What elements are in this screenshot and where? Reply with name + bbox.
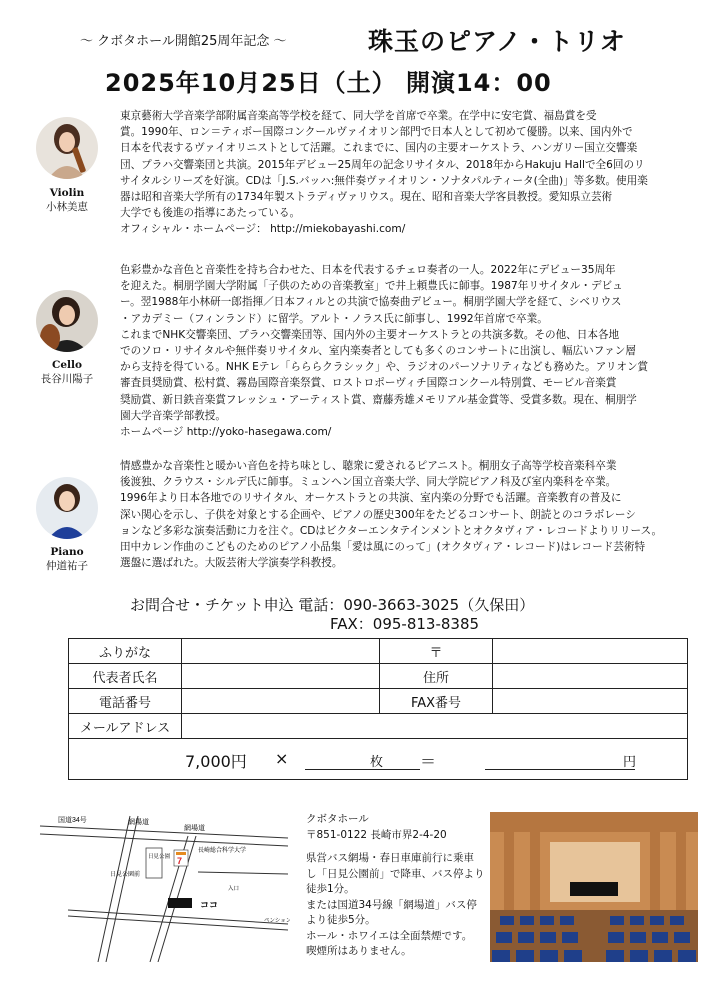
cellist-photo — [36, 290, 98, 352]
fax-label: FAX番号 — [380, 689, 493, 714]
bio-line: サイタルシリーズを好演。CDは「J.S.バッハ:無伴奏ヴァイオリン・ソナタパルティータ(全曲)」等多数。使用楽 — [120, 174, 648, 187]
map-university: 長崎総合科学大学 — [198, 848, 247, 854]
email-label: メールアドレス — [69, 714, 182, 739]
ticket-contact — [130, 596, 534, 634]
bio-line: から支持を得ている。NHK Eテレ「らららクラシック」や、ラジオのパーソナリティなども務めた。アリオン賞 — [120, 361, 649, 374]
furigana-field[interactable] — [182, 639, 380, 664]
contact-phone: お問合せ・チケット申込 電話：090-3663-3025（久保田） — [130, 596, 535, 614]
bio-line: 園大学音楽学部教授。 — [120, 409, 226, 422]
bio-line: ・アカデミー（フィンランド）に留学。アルト・ノラス氏に師事し、1992年首席で卒業。 — [120, 312, 548, 325]
access-map — [38, 812, 290, 962]
ticket-price: 7,000円 — [185, 752, 247, 771]
bio-line: でのソロ・リサイタルや無伴奏リサイタル、室内楽奏者としても多くのコンサートに出演し、幅広いファン層 — [120, 345, 636, 358]
cellist-label — [32, 358, 102, 386]
bio-line: 日本を代表するヴァイオリニストとして活躍。これまでに、国内の主要オーケストラ、ハンガリー国立交響楽 — [120, 142, 638, 155]
venue-access-line: より徒歩5分。 — [306, 914, 376, 926]
violinist-photo — [36, 117, 98, 179]
bio-line: 色彩豊かな音色と音楽性を持ち合わせた、日本を代表するチェロ奏者の一人。2022年にデビュー35周年 — [120, 264, 616, 276]
pianist-photo — [36, 477, 98, 539]
bio-line: 深い関心を示し、子供を対象とする企画や、ピアノの歴史300年をたどるコンサート、朗読とのコラボレーシ — [120, 508, 636, 521]
map-station: 入口 — [228, 886, 240, 892]
phone-label: 電話番号 — [69, 689, 182, 714]
venue-access-line: し「日見公園前」で降車、バス停より — [306, 867, 485, 880]
bio-line: 賞。1990年、ロン＝ティボー国際コンクールヴァイオリン部門で日本人として初めて優勝。以来、国内外で — [120, 126, 633, 139]
bio-line: 団、プラハ交響楽団と共演。2015年デビュー25周年の記念リサイタル、2018年からHakuju Hallで全6回のリ — [120, 158, 645, 171]
header-subtitle: ～ クボタホール開館25周年記念 ～ — [80, 34, 287, 49]
sheets-label: 枚 — [370, 755, 384, 770]
violinist-name: 小林美恵 — [46, 201, 88, 213]
map-park: 日見公園 — [148, 854, 171, 860]
email-field[interactable] — [182, 714, 688, 739]
seven-eleven-icon — [174, 850, 188, 866]
fax-field[interactable] — [493, 689, 688, 714]
map-road-34: 国道34号 — [58, 817, 87, 824]
map-pension: ペンション — [264, 918, 290, 924]
map-road-amiba-1: 網場道 — [128, 819, 149, 826]
postal-label: 〒 — [380, 639, 493, 664]
violin-instrument: Violin — [49, 187, 85, 199]
pianist-bio — [120, 458, 695, 571]
bio-line: 情感豊かな音楽性と暖かい音色を持ち味とし、聴衆に愛されるピアニスト。桐朋女子高等学校音楽科卒業 — [120, 460, 617, 472]
venue-address: 〒851-0122 長崎市界2-4-20 — [306, 828, 447, 841]
bio-line: 奨励賞、新日鉄音楽賞フレッシュ・アーティスト賞、齋藤秀雄メモリアル基金賞等、受賞多数。現在、桐朋学 — [120, 393, 637, 406]
bio-line: 器は昭和音楽大学所有の1734年製ストラディヴァリウス。現在、昭和音楽大学客員教授。愛知県立芸術 — [120, 191, 613, 204]
bio-line: を迎えた。桐朋学園大学附属「子供のための音楽教室」で井上頼豊氏に師事。1987年リサイタル・デビュ — [120, 280, 623, 293]
venue-info — [306, 812, 486, 960]
furigana-label: ふりがな — [69, 639, 182, 664]
ticket-application-form — [68, 638, 688, 780]
violinist-bio — [120, 108, 695, 238]
total-field[interactable] — [485, 769, 635, 770]
cellist-name: 長谷川陽子 — [40, 373, 94, 385]
hall-location-marker — [168, 898, 192, 908]
pianist-label — [32, 545, 102, 573]
piano-instrument: Piano — [50, 546, 84, 558]
bio-line: 後渡独、クラウス・シルデ氏に師事。ミュンヘン国立音楽大学、同大学院ピアノ科及び室内楽科を卒業。 — [120, 476, 617, 489]
violinist-label — [32, 186, 102, 214]
hall-photo — [490, 812, 698, 962]
bio-line: 大学でも後進の指導にあたっている。 — [120, 207, 301, 220]
venue-access-line: または国道34号線「網場道」バス停 — [306, 898, 477, 911]
venue-access-line: ホール・ホワイエは全面禁煙です。 — [306, 929, 473, 942]
bio-line: これまでNHK交響楽団、プラハ交響楽団等、国内外の主要オーケストラとの共演多数。その他、日本各地 — [120, 328, 620, 341]
bio-line: ョンなど多彩な演奏活動に力を注ぐ。CDはビクターエンタテインメントとオクタヴィア・レコードよりリリース。 — [120, 524, 663, 537]
contact-fax: FAX：095-813-8385 — [330, 615, 480, 633]
cellist-homepage: ホームページ http://yoko-hasegawa.com/ — [120, 426, 332, 439]
cellist-bio — [120, 262, 695, 440]
cello-instrument: Cello — [51, 359, 83, 371]
concert-title: 珠玉のピアノ・トリオ — [368, 27, 626, 56]
bio-line: ー。翌1988年小林研一郎指揮／日本フィルとの共演で協奏曲デビュー。桐朋学園大学を経て、シベリウス — [120, 296, 622, 309]
phone-field[interactable] — [182, 689, 380, 714]
times-sign: × — [275, 749, 289, 768]
address-field[interactable] — [493, 664, 688, 689]
rep-name-label: 代表者氏名 — [69, 664, 182, 689]
map-road-amiba-2: 網場道 — [184, 825, 205, 832]
bio-line: 選盤に選ばれた。大阪芸術大学演奏学科教授。 — [120, 557, 343, 570]
bio-line: 田中カレン作曲のこどものためのピアノ小品集「愛は風にのって」(オクタヴィア・レコード)はレコード芸術特 — [120, 541, 646, 554]
bio-line: 東京藝術大学音楽学部附属音楽高等学校を経て、同大学を首席で卒業。在学中に安宅賞、福島賞を受 — [120, 110, 597, 122]
concert-date: 2025年10月25日（土） 開演14：00 — [105, 69, 552, 97]
postal-field[interactable] — [493, 639, 688, 664]
venue-name: クボタホール — [306, 813, 369, 825]
yen-label: 円 — [623, 755, 637, 770]
bio-line: 1996年より日本各地でのリサイタル、オーケストラとの共演、室内楽の分野でも活躍。音楽教育の普及に — [120, 492, 622, 505]
bio-line: 審査員奨励賞、松村賞、霧島国際音楽祭賞、ロストロポーヴィチ国際コンクール特別賞、モービル音楽賞 — [120, 377, 617, 390]
pianist-name: 仲道祐子 — [46, 560, 88, 572]
equals-sign: ＝ — [420, 752, 437, 771]
map-here-label: ココ — [200, 900, 219, 910]
violinist-homepage: オフィシャル・ホームページ： http://miekobayashi.com/ — [120, 223, 406, 236]
venue-access-line: 徒歩1分。 — [306, 883, 355, 895]
svg-text:7: 7 — [177, 856, 183, 866]
venue-access-line: 喫煙所はありません。 — [306, 945, 412, 957]
rep-name-field[interactable] — [182, 664, 380, 689]
quantity-field[interactable] — [305, 769, 420, 770]
address-label: 住所 — [380, 664, 493, 689]
map-bus-stop: 日見公園前 — [110, 872, 141, 878]
venue-access-line: 県営バス網場・春日車庫前行に乗車 — [306, 852, 474, 864]
price-row — [69, 739, 688, 780]
